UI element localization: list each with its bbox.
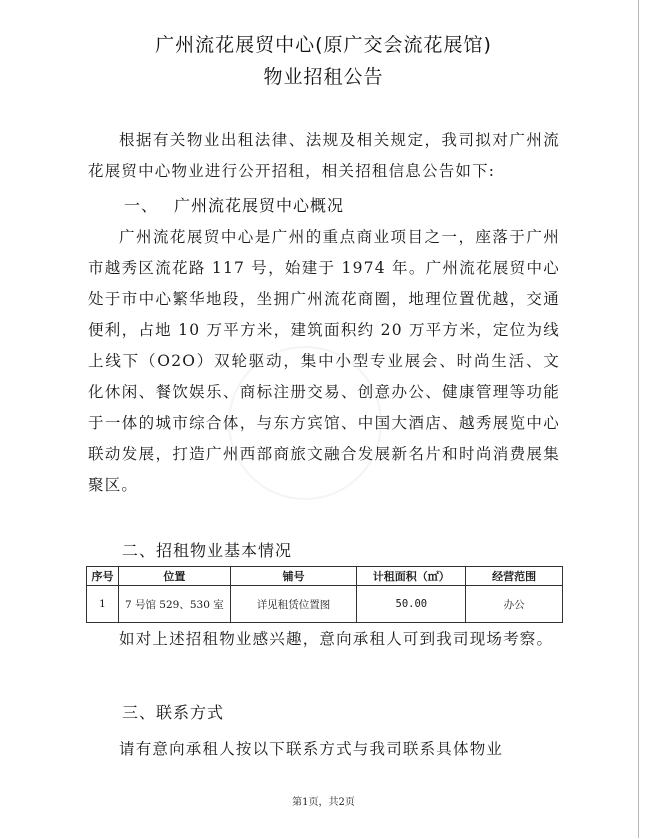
header-location: 位置: [118, 567, 230, 586]
cell-index: 1: [87, 586, 119, 623]
page-footer: 第1页，共2页: [292, 797, 355, 808]
page-edge: [638, 0, 639, 838]
section1-heading: [124, 193, 344, 216]
table-header-row: [87, 567, 563, 586]
table-row: [87, 586, 563, 623]
intro-paragraph: 根据有关物业出租法律、法规及相关规定，我司拟对广州流花展贸中心物业进行公开招租，相关招租信息公告如下:: [88, 131, 560, 180]
document-title: 广州流花展贸中心(原广交会流花展馆): [155, 34, 492, 56]
header-scope: 经营范围: [466, 567, 563, 586]
section1-body: 广州流花展贸中心是广州的重点商业项目之一，座落于广州市越秀区流花路 117 号，始建于 1974 年。广州流花展贸中心处于市中心繁华地段，坐拥广州流花商圈，地理位置优越，交通便利，占地 10 万平方米，建筑面积约 20 万平方米，定位为线上线下（O2O）双轮驱动，集中小型专业展会、时尚生活、文化休闲、餐饮娱乐、商标注册交易、创意办公、健康管理等功能于一体的城市综合体，与东方宾馆、中国大酒店、越秀展览中心联动发展，打造广州西部商旅文融合发展新名片和时尚消费展集聚区。: [88, 228, 560, 494]
section2-heading: 二、招租物业基本情况: [122, 541, 293, 560]
header-unit: 铺号: [230, 567, 357, 586]
cell-unit: 详见租赁位置图: [230, 586, 357, 623]
section3-heading: 三、联系方式: [122, 703, 225, 722]
property-table: [86, 566, 563, 623]
cell-area: 50.00: [357, 586, 466, 623]
section1-number: 一、: [124, 196, 159, 215]
section2-note: 如对上述招租物业感兴趣，意向承租人可到我司现场考察。: [119, 630, 554, 648]
section3-body: 请有意向承租人按以下联系方式与我司联系具体物业: [119, 740, 504, 758]
document-subtitle: 物业招租公告: [263, 66, 384, 88]
cell-scope: 办公: [466, 586, 563, 623]
header-area: 计租面积（㎡）: [357, 567, 466, 586]
header-index: 序号: [87, 567, 119, 586]
cell-location: 7 号馆 529、530 室: [118, 586, 230, 623]
section1-title: 广州流花展贸中心概况: [174, 196, 345, 215]
